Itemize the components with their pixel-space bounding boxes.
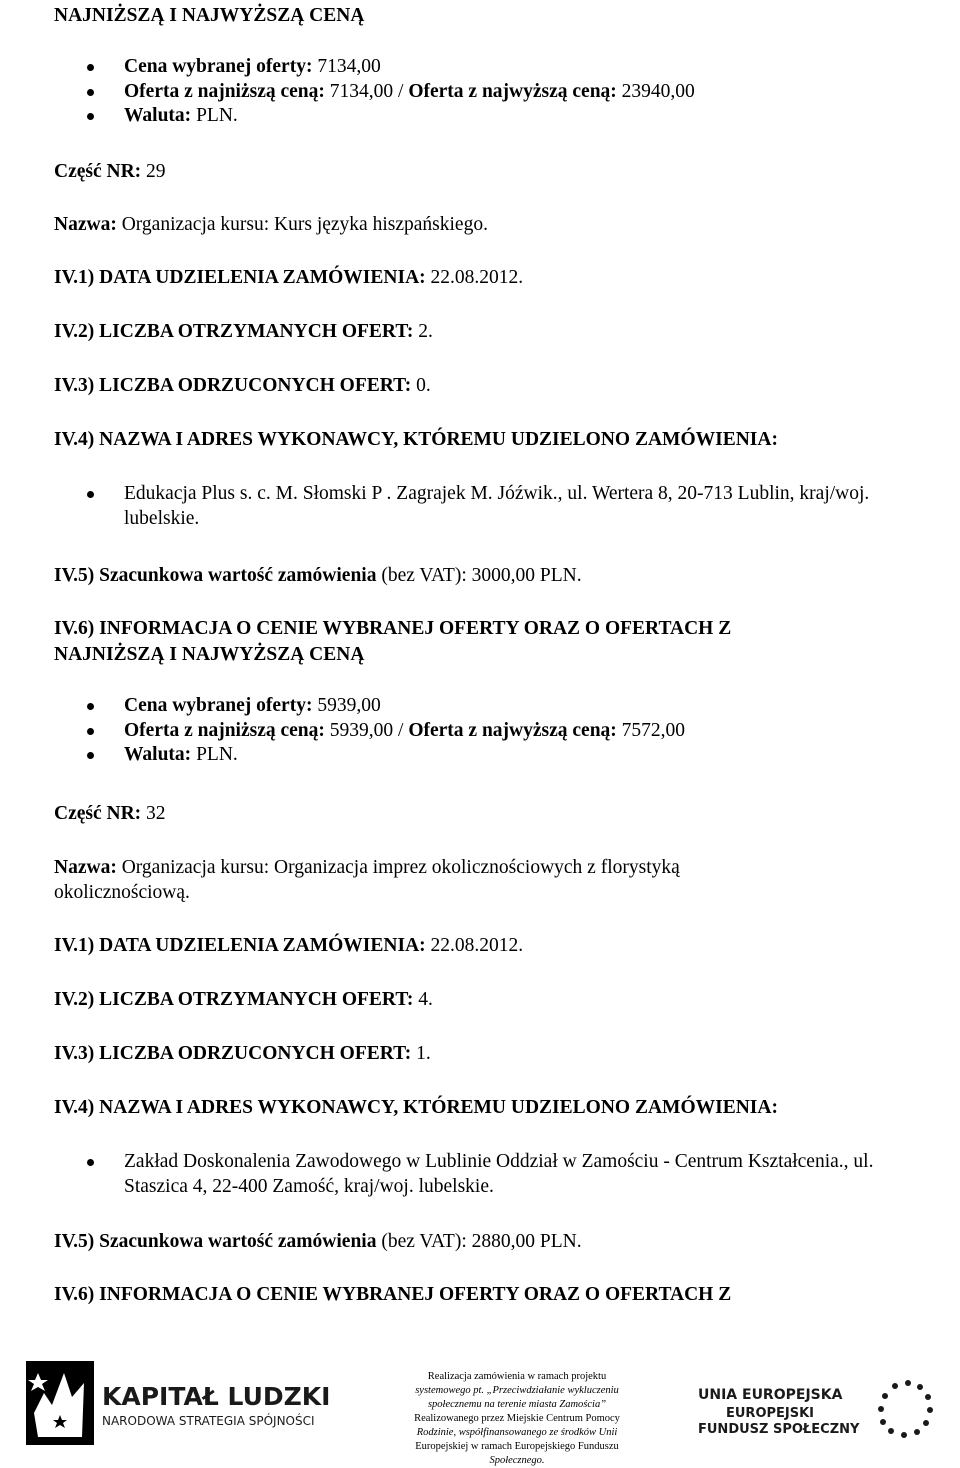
iv4-line: IV.4) NAZWA I ADRES WYKONAWCY, KTÓREMU UDZIELONO ZAMÓWIENIA:	[54, 1097, 778, 1118]
iv6-line: IV.6) INFORMACJA O CENIE WYBRANEJ OFERTY ORAZ O OFERTACH Z	[54, 618, 732, 639]
nazwa-line-2: okolicznościową.	[54, 882, 190, 903]
iv1-line: IV.1) DATA UDZIELENIA ZAMÓWIENIA: 22.08.2012.	[54, 935, 524, 956]
iv3-line: IV.3) LICZBA ODRZUCONYCH OFERT: 1.	[54, 1043, 431, 1064]
kapital-ludzki-logo	[24, 1353, 354, 1453]
eu-stars-icon	[878, 1380, 933, 1438]
iv2-line: IV.2) LICZBA OTRZYMANYCH OFERT: 4.	[54, 989, 433, 1010]
kl-subtitle: NARODOWA STRATEGIA SPÓJNOŚCI	[102, 1414, 315, 1428]
bullet-icon	[87, 64, 94, 71]
eu-logo	[698, 1375, 938, 1451]
nazwa-line: Nazwa: Organizacja kursu: Kurs języka hiszpańskiego.	[54, 214, 488, 235]
bullet-icon	[87, 752, 94, 759]
iv5-line: IV.5) Szacunkowa wartość zamówienia (bez VAT): 3000,00 PLN.	[54, 565, 582, 586]
czesc-number: Część NR: 29	[54, 161, 166, 182]
list-item: Oferta z najniższą ceną: 7134,00 / Oferta z najwyższą ceną: 23940,00	[0, 80, 695, 105]
kl-title: KAPITAŁ LUDZKI	[102, 1382, 331, 1411]
bullet-icon	[87, 1159, 94, 1166]
eu-title: UNIA EUROPEJSKA	[698, 1387, 843, 1403]
czesc-number: Część NR: 32	[54, 803, 166, 824]
iv6-line-2: NAJNIŻSZĄ I NAJWYŻSZĄ CENĄ	[54, 644, 365, 665]
iv2-line: IV.2) LICZBA OTRZYMANYCH OFERT: 2.	[54, 321, 433, 342]
bullet-icon	[87, 703, 94, 710]
efs-line-1: EUROPEJSKI	[726, 1406, 815, 1421]
wykonawca-list	[0, 1150, 924, 1199]
list-item: Zakład Doskonalenia Zawodowego w Lublinie Oddział w Zamościu - Centrum Kształcenia., ul. Staszica 4, 22-400 Zamość, kraj/woj. lubelskie.	[0, 1150, 924, 1199]
iv3-line: IV.3) LICZBA ODRZUCONYCH OFERT: 0.	[54, 375, 431, 396]
iv6-line: IV.6) INFORMACJA O CENIE WYBRANEJ OFERTY ORAZ O OFERTACH Z	[54, 1284, 732, 1305]
iv5-line: IV.5) Szacunkowa wartość zamówienia (bez VAT): 2880,00 PLN.	[54, 1231, 582, 1252]
list-item: Cena wybranej oferty: 5939,00	[0, 694, 685, 719]
wykonawca-list	[0, 482, 924, 531]
bullet-icon	[87, 113, 94, 120]
list-item: Waluta: PLN.	[0, 104, 695, 129]
list-item: Oferta z najniższą ceną: 5939,00 / Oferta z najwyższą ceną: 7572,00	[0, 719, 685, 744]
list-item: Waluta: PLN.	[0, 743, 685, 768]
bullet-icon	[87, 491, 94, 498]
list-item: Cena wybranej oferty: 7134,00	[0, 55, 695, 80]
page-footer	[0, 1345, 960, 1466]
footer-project-note: Realizacja zamówienia w ramach projektu systemowego pt. „Przeciwdziałanie wykluczeniu społecznemu na terenie miasta Zamościa” Realizowanego przez Miejskie Centrum Pomocy Rodzinie, współfinansowanego ze środków Unii Europejskiej w ramach Europejskiego Funduszu Społecznego.	[414, 1371, 620, 1466]
iv1-line: IV.1) DATA UDZIELENIA ZAMÓWIENIA: 22.08.2012.	[54, 267, 524, 288]
efs-line-2: FUNDUSZ SPOŁECZNY	[698, 1422, 860, 1437]
section-heading: NAJNIŻSZĄ I NAJWYŻSZĄ CENĄ	[54, 5, 365, 26]
iv4-line: IV.4) NAZWA I ADRES WYKONAWCY, KTÓREMU UDZIELONO ZAMÓWIENIA:	[54, 429, 778, 450]
list-item: Edukacja Plus s. c. M. Słomski P . Zagrajek M. Jóźwik., ul. Wertera 8, 20-713 Lublin, kraj/woj. lubelskie.	[0, 482, 924, 531]
bullet-icon	[87, 728, 94, 735]
price-list-1	[0, 55, 695, 129]
bullet-icon	[87, 89, 94, 96]
nazwa-line: Nazwa: Organizacja kursu: Organizacja imprez okolicznościowych z florystyką	[54, 857, 680, 878]
price-list-2	[0, 694, 685, 768]
